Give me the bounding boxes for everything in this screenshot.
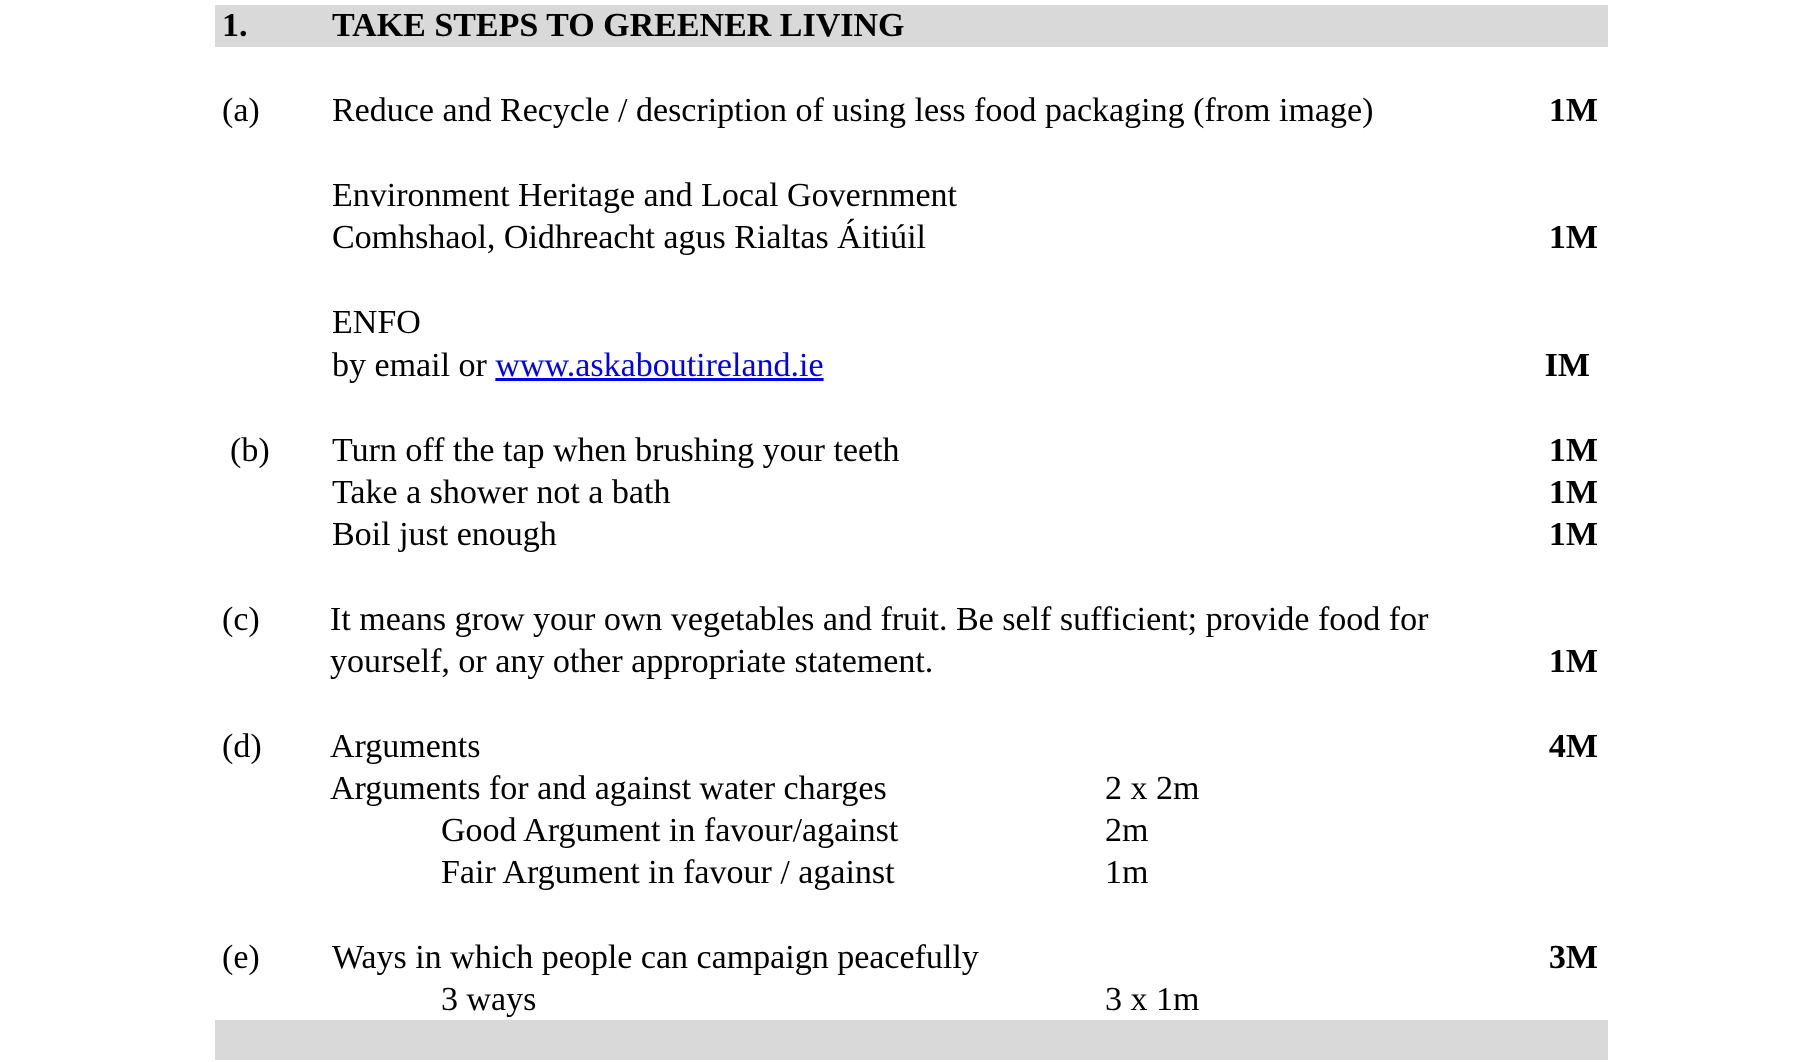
part-a-mark1: 1M <box>1548 92 1598 129</box>
part-b-item2: Take a shower not a bath <box>332 474 671 511</box>
part-a-line3b <box>332 345 824 387</box>
question-title: TAKE STEPS TO GREENER LIVING <box>332 7 905 44</box>
part-b-label: (b) <box>230 432 270 469</box>
part-c-line1: It means grow your own vegetables and fruit. Be self sufficient; provide food for <box>330 601 1429 638</box>
footer-band <box>215 1020 1608 1060</box>
part-a-mark2: 1M <box>1548 219 1598 256</box>
part-e-line2-value: 3 x 1m <box>1105 981 1200 1018</box>
askaboutireland-link[interactable]: www.askaboutireland.ie <box>495 347 824 384</box>
part-e-line2: 3 ways <box>441 981 537 1018</box>
part-b-mark2: 1M <box>1548 474 1598 511</box>
part-c-label: (c) <box>222 601 260 638</box>
part-d-line2-value: 2 x 2m <box>1105 770 1200 807</box>
part-a-line2a: Environment Heritage and Local Government <box>332 177 957 214</box>
part-a-line3a: ENFO <box>332 304 421 341</box>
part-e-label: (e) <box>222 939 260 976</box>
part-a-line3b-prefix: by email or <box>332 347 496 384</box>
part-b-mark3: 1M <box>1548 516 1598 553</box>
part-d-line3-value: 2m <box>1105 812 1149 849</box>
part-b-mark1: 1M <box>1548 432 1598 469</box>
part-d-line4: Fair Argument in favour / against <box>441 854 895 891</box>
part-d-mark: 4M <box>1548 728 1598 765</box>
part-c-mark: 1M <box>1548 643 1598 680</box>
part-c-line2: yourself, or any other appropriate statement. <box>330 643 934 680</box>
part-e-mark: 3M <box>1548 939 1598 976</box>
part-b-item1: Turn off the tap when brushing your teeth <box>332 432 900 469</box>
part-b-item3: Boil just enough <box>332 516 557 553</box>
part-d-line3: Good Argument in favour/against <box>441 812 899 849</box>
part-d-line4-value: 1m <box>1105 854 1149 891</box>
part-d-label: (d) <box>222 728 262 765</box>
part-d-line1: Arguments <box>330 728 481 765</box>
part-a-label: (a) <box>222 92 260 129</box>
part-a-line2b: Comhshaol, Oidhreacht agus Rialtas Áitiúil <box>332 219 926 256</box>
part-d-line2: Arguments for and against water charges <box>330 770 887 807</box>
part-a-line1: Reduce and Recycle / description of using less food packaging (from image) <box>332 92 1374 129</box>
part-e-line1: Ways in which people can campaign peacefully <box>332 939 979 976</box>
question-number: 1. <box>222 7 248 44</box>
part-a-mark3: IM <box>1544 347 1590 384</box>
